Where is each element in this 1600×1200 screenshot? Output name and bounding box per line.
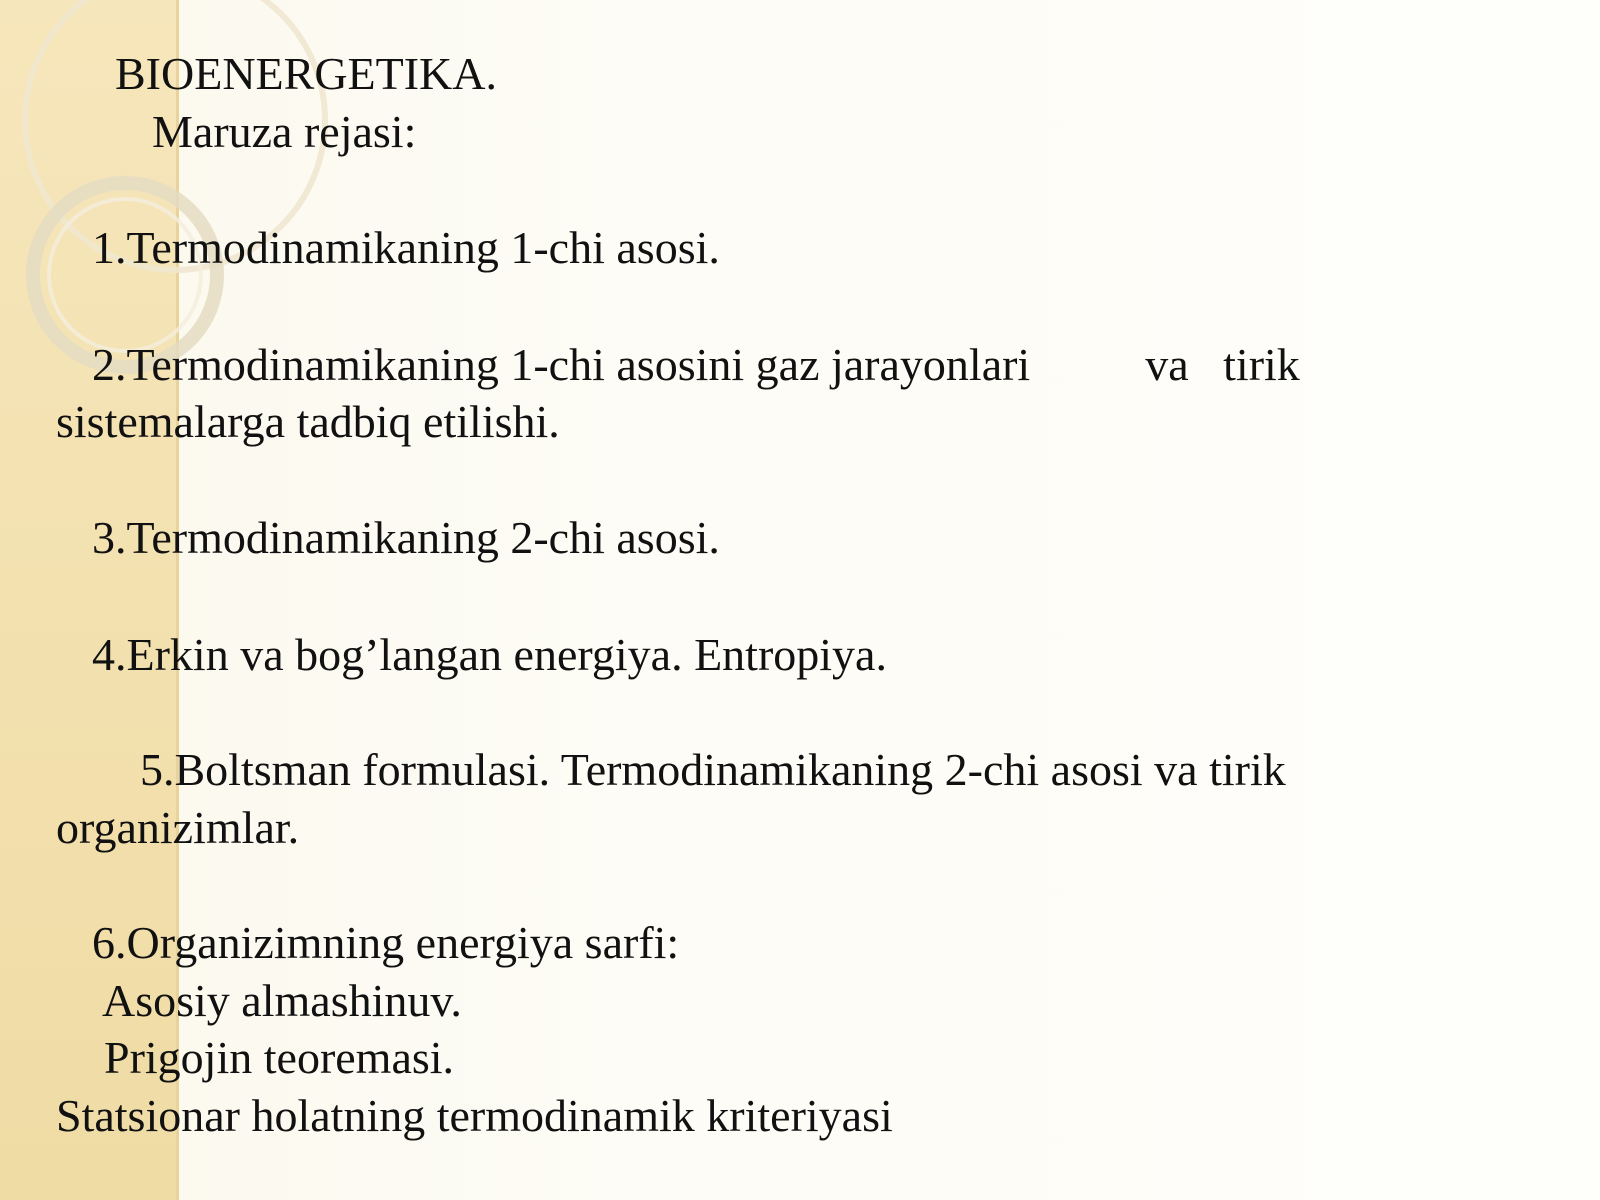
list-item: 2.Termodinamikaning 1-chi asosini gaz jarayonlari va tirik xyxy=(92,339,1300,390)
slide-title: BIOENERGETIKA. xyxy=(115,48,497,99)
sub-item: Statsionar holatning termodinamik kriteriyasi xyxy=(56,1090,893,1141)
sub-item: Prigojin teoremasi. xyxy=(104,1032,455,1083)
list-item: 6.Organizimning energiya sarfi: xyxy=(92,917,680,968)
list-item: 3.Termodinamikaning 2-chi asosi. xyxy=(92,512,720,563)
list-item-continuation: organizimlar. xyxy=(56,802,300,853)
slide-subtitle: Maruza rejasi: xyxy=(152,106,417,157)
list-item-continuation: sistemalarga tadbiq etilishi. xyxy=(56,396,560,447)
list-item: 5.Boltsman formulasi. Termodinamikaning 2-chi asosi va tirik xyxy=(140,744,1286,795)
list-item: 4.Erkin va bog’langan energiya. Entropiya. xyxy=(92,629,887,680)
list-item: 1.Termodinamikaning 1-chi asosi. xyxy=(92,222,720,273)
sub-item: Asosiy almashinuv. xyxy=(102,975,462,1026)
